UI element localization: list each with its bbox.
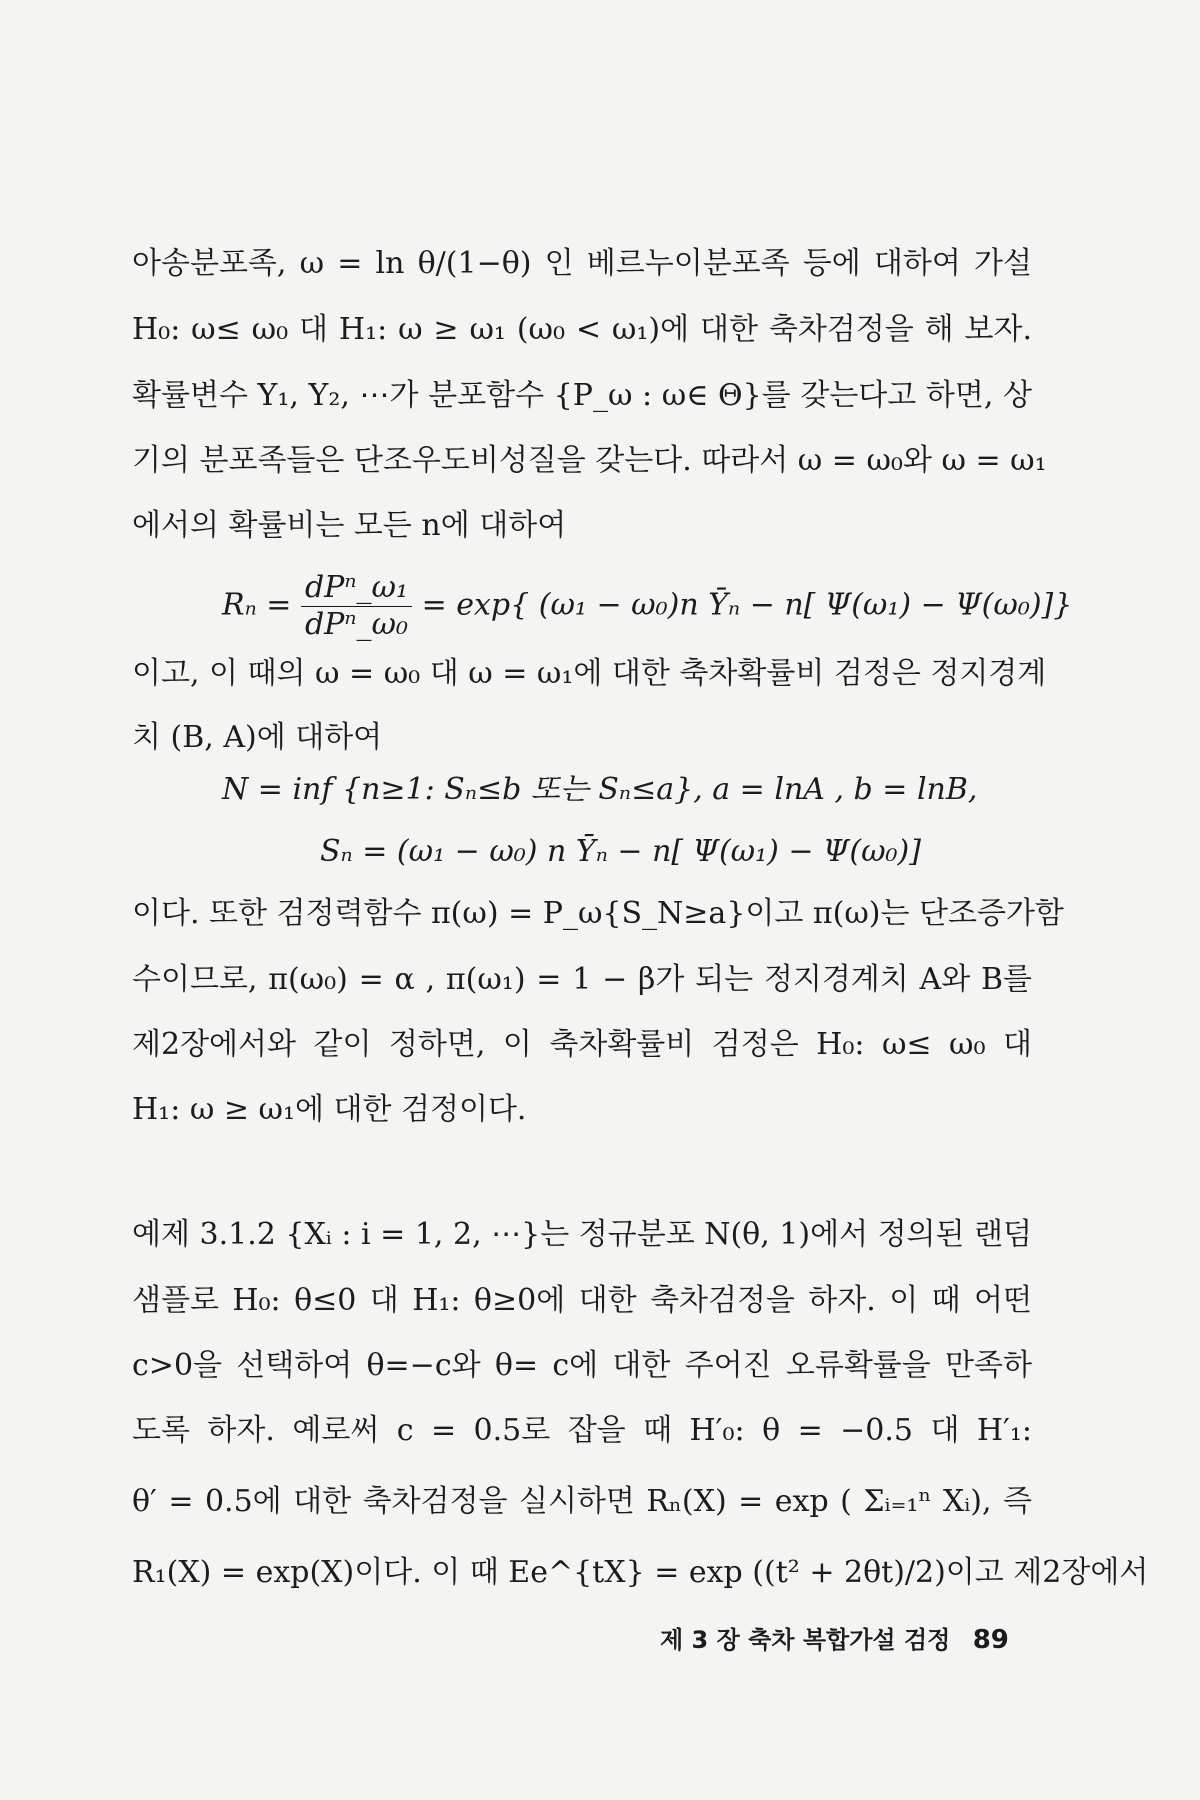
rn-lhs: Rₙ = — [222, 587, 292, 623]
stopping-time-equation: N = inf {n≥1: Sₙ≤b 또는 Sₙ≤a}, a = lnA , b = lnB, — [222, 772, 978, 807]
text-line-10: 제2장에서와 같이 정하면, 이 축차확률비 검정은 H₀: ω≤ ω₀ 대 — [132, 1027, 1032, 1062]
example-line-2: 샘플로 H₀: θ≤0 대 H₁: θ≥0에 대한 축차검정을 하자. 이 때 어떤 — [132, 1283, 1032, 1318]
page-number: 89 — [972, 1625, 1009, 1655]
text-line-1: 아송분포족, ω = ln θ/(1−θ) 인 베르누이분포족 등에 대하여 가설 — [132, 246, 1032, 281]
text-line-8: 이다. 또한 검정력함수 π(ω) = P_ω{S_N≥a}이고 π(ω)는 단조증가함 — [132, 896, 1064, 931]
rn-denominator: dPⁿ_ω₀ — [304, 607, 409, 642]
rn-numerator: dPⁿ_ω₁ — [301, 570, 412, 607]
text-line-5: 에서의 확률비는 모든 n에 대하여 — [132, 508, 567, 543]
text-line-4: 기의 분포족들은 단조우도비성질을 갖는다. 따라서 ω = ω₀와 ω = ω₁ — [132, 443, 1047, 478]
example-line-4: 도록 하자. 예로써 c = 0.5로 잡을 때 H′₀: θ = −0.5 대 H′₁: — [132, 1413, 1032, 1448]
example-line-6: R₁(X) = exp(X)이다. 이 때 Ee^{tX} = exp ((t² + 2θt)/2)이고 제2장에서 — [132, 1555, 1149, 1590]
rn-rhs: = exp{ (ω₁ − ω₀)n Ȳₙ − n[ Ψ(ω₁) − Ψ(ω₀)]} — [421, 587, 1073, 623]
example-line-5: θ′ = 0.5에 대한 축차검정을 실시하면 Rₙ(X) = exp ( Σᵢ₌₁ⁿ Xᵢ), 즉 — [132, 1484, 1032, 1519]
page-footer — [660, 1620, 1009, 1655]
footer-chapter-title: 제 3 장 축차 복합가설 검정 — [660, 1626, 951, 1654]
text-line-7: 치 (B, A)에 대하여 — [132, 720, 383, 755]
text-line-6: 이고, 이 때의 ω = ω₀ 대 ω = ω₁에 대한 축차확률비 검정은 정지경계 — [132, 656, 1047, 691]
example-line-1: 예제 3.1.2 {Xᵢ : i = 1, 2, ⋯}는 정규분포 N(θ, 1)에서 정의된 랜덤 — [132, 1217, 1033, 1252]
likelihood-ratio-equation — [222, 570, 1072, 643]
sn-equation: Sₙ = (ω₁ − ω₀) n Ȳₙ − n[ Ψ(ω₁) − Ψ(ω₀)] — [320, 834, 921, 869]
text-line-3: 확률변수 Y₁, Y₂, ⋯가 분포함수 {P_ω : ω∈ Θ}를 갖는다고 하면, 상 — [132, 378, 1032, 413]
text-line-9: 수이므로, π(ω₀) = α , π(ω₁) = 1 − β가 되는 정지경계치 A와 B를 — [132, 962, 1032, 997]
text-line-2: H₀: ω≤ ω₀ 대 H₁: ω ≥ ω₁ (ω₀ < ω₁)에 대한 축차검정을 해 보자. — [132, 312, 1032, 347]
rn-fraction — [301, 570, 412, 643]
text-line-11: H₁: ω ≥ ω₁에 대한 검정이다. — [132, 1092, 527, 1127]
example-line-3: c>0을 선택하여 θ=−c와 θ= c에 대한 주어진 오류확률을 만족하 — [132, 1348, 1032, 1383]
